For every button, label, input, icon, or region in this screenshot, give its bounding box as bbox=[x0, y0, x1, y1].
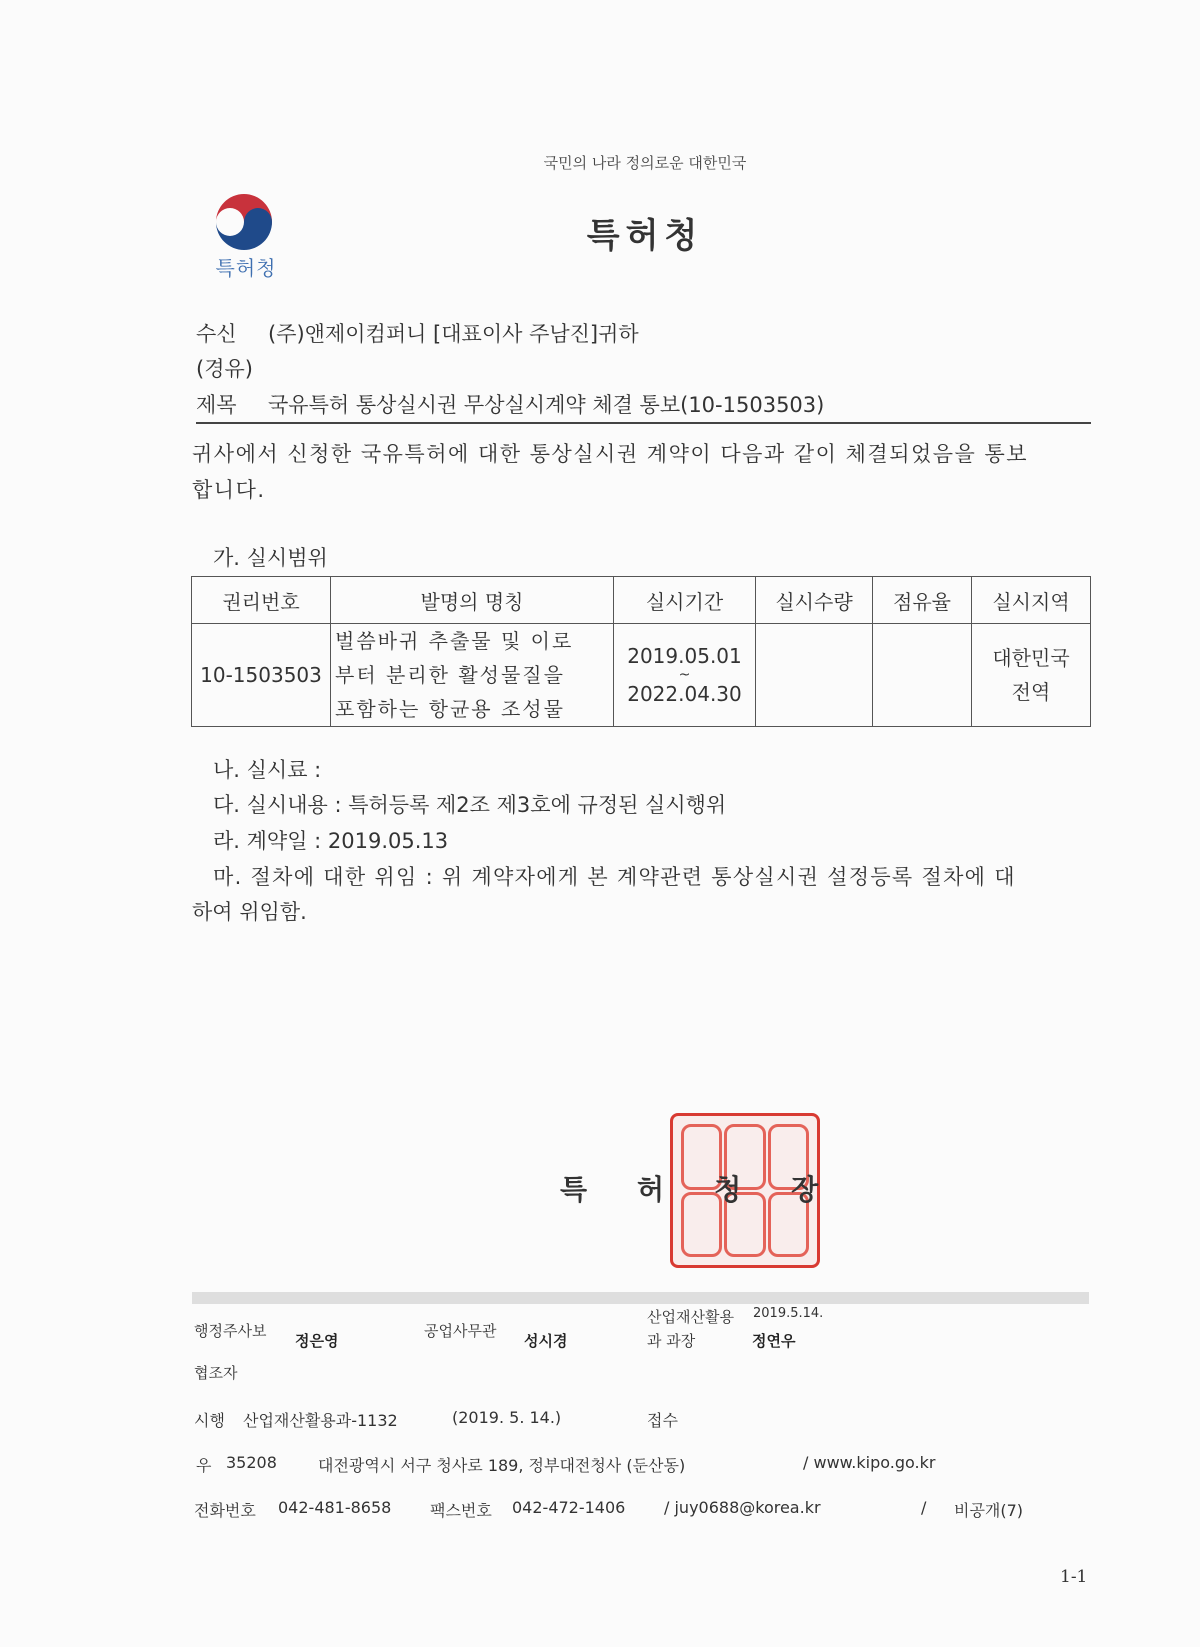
receipt-label: 접수 bbox=[647, 1411, 678, 1430]
approver-role-line1: 산업재산활용 bbox=[647, 1308, 734, 1326]
table-header-cell: 권리번호 bbox=[192, 577, 331, 624]
item-c-content: 다. 실시내용 : 특허등록 제2조 제3호에 규정된 실시행위 bbox=[213, 793, 727, 817]
disclosure-status: 비공개(7) bbox=[954, 1501, 1024, 1520]
subject-line bbox=[196, 389, 824, 419]
table-header-cell: 실시지역 bbox=[972, 577, 1091, 624]
period-start: 2019.05.01 bbox=[627, 644, 742, 668]
table-header-row bbox=[192, 577, 1091, 624]
share-cell bbox=[873, 624, 972, 727]
table-header-cell: 발명의 명칭 bbox=[331, 577, 614, 624]
via-label: (경유) bbox=[196, 357, 253, 381]
region-line: 전역 bbox=[1011, 680, 1051, 704]
footer-divider bbox=[192, 1292, 1089, 1304]
disclosure-separator: / bbox=[921, 1498, 927, 1517]
right-number-cell: 10-1503503 bbox=[192, 624, 331, 727]
email-link[interactable]: / juy0688@korea.kr bbox=[664, 1498, 821, 1517]
invention-title-line: 포함하는 항균용 조성물 bbox=[335, 697, 565, 721]
body-paragraph-line1: 귀사에서 신청한 국유특허에 대한 통상실시권 계약이 다음과 같이 체결되었음을 통보 bbox=[192, 442, 1029, 466]
period-cell bbox=[614, 624, 756, 727]
invention-title-line: 부터 분리한 활성물질을 bbox=[335, 663, 565, 687]
item-e-delegation-line2: 하여 위임함. bbox=[192, 900, 307, 924]
subject-label: 제목 bbox=[196, 393, 237, 417]
page-number: 1-1 bbox=[1060, 1567, 1088, 1587]
reviewer-role: 공업사무관 bbox=[424, 1322, 497, 1340]
enforce-date: (2019. 5. 14.) bbox=[452, 1408, 562, 1427]
body-paragraph-line2: 합니다. bbox=[192, 478, 266, 502]
item-e-delegation-line1: 마. 절차에 대한 위임 : 위 계약자에게 본 계약관련 통상실시권 설정등록 절차에 대 bbox=[213, 865, 1016, 889]
table-header-cell: 실시수량 bbox=[756, 577, 873, 624]
period-end: 2022.04.30 bbox=[627, 682, 742, 706]
postal-label: 우 bbox=[196, 1456, 212, 1475]
header-divider bbox=[196, 422, 1091, 424]
office-address: 대전광역시 서구 청사로 189, 정부대전청사 (둔산동) bbox=[318, 1456, 686, 1475]
subject-value: 국유특허 통상실시권 무상실시계약 체결 통보(10-1503503) bbox=[268, 393, 825, 417]
fax-label: 팩스번호 bbox=[430, 1501, 492, 1520]
phone-number: 042-481-8658 bbox=[278, 1498, 392, 1517]
approver-date: 2019.5.14. bbox=[753, 1306, 824, 1321]
table-header-cell: 실시기간 bbox=[614, 577, 756, 624]
section-a-heading: 가. 실시범위 bbox=[213, 546, 328, 570]
item-b-fee: 나. 실시료 : bbox=[213, 758, 322, 782]
drafter-role: 행정주사보 bbox=[194, 1322, 267, 1340]
item-d-contract-date: 라. 계약일 : 2019.05.13 bbox=[213, 829, 449, 853]
recipient-value: (주)앤제이컴퍼니 [대표이사 주남진]귀하 bbox=[268, 322, 639, 346]
table-header-cell: 점유율 bbox=[873, 577, 972, 624]
recipient-line bbox=[196, 318, 639, 348]
recipient-label: 수신 bbox=[196, 322, 237, 346]
enforce-label: 시행 bbox=[194, 1411, 225, 1430]
cooperator-label: 협조자 bbox=[194, 1364, 238, 1382]
quantity-cell bbox=[756, 624, 873, 727]
enforce-number: 산업재산활용과-1132 bbox=[243, 1411, 398, 1430]
region-cell bbox=[972, 624, 1091, 727]
logo-text: 특허청 bbox=[215, 256, 277, 280]
fax-number: 042-472-1406 bbox=[512, 1498, 626, 1517]
commissioner-title: 특허청장 bbox=[560, 1173, 869, 1206]
postal-code: 35208 bbox=[226, 1453, 277, 1472]
region-line: 대한민국 bbox=[992, 646, 1070, 670]
organization-title: 특허청 bbox=[586, 216, 704, 256]
invention-title-line: 벌씀바귀 추출물 및 이로 bbox=[335, 629, 574, 653]
website-link[interactable]: / www.kipo.go.kr bbox=[803, 1453, 936, 1472]
phone-label: 전화번호 bbox=[194, 1501, 256, 1520]
drafter-name: 정은영 bbox=[295, 1332, 339, 1350]
approver-role-line2: 과 과장 bbox=[647, 1332, 696, 1350]
scope-table bbox=[191, 576, 1091, 727]
invention-title-cell bbox=[331, 624, 614, 727]
period-separator: ~ bbox=[678, 667, 691, 683]
national-slogan: 국민의 나라 정의로운 대한민국 bbox=[543, 154, 747, 172]
reviewer-name: 성시경 bbox=[524, 1332, 568, 1350]
approver-name: 정연우 bbox=[752, 1332, 796, 1350]
table-row bbox=[192, 624, 1091, 727]
